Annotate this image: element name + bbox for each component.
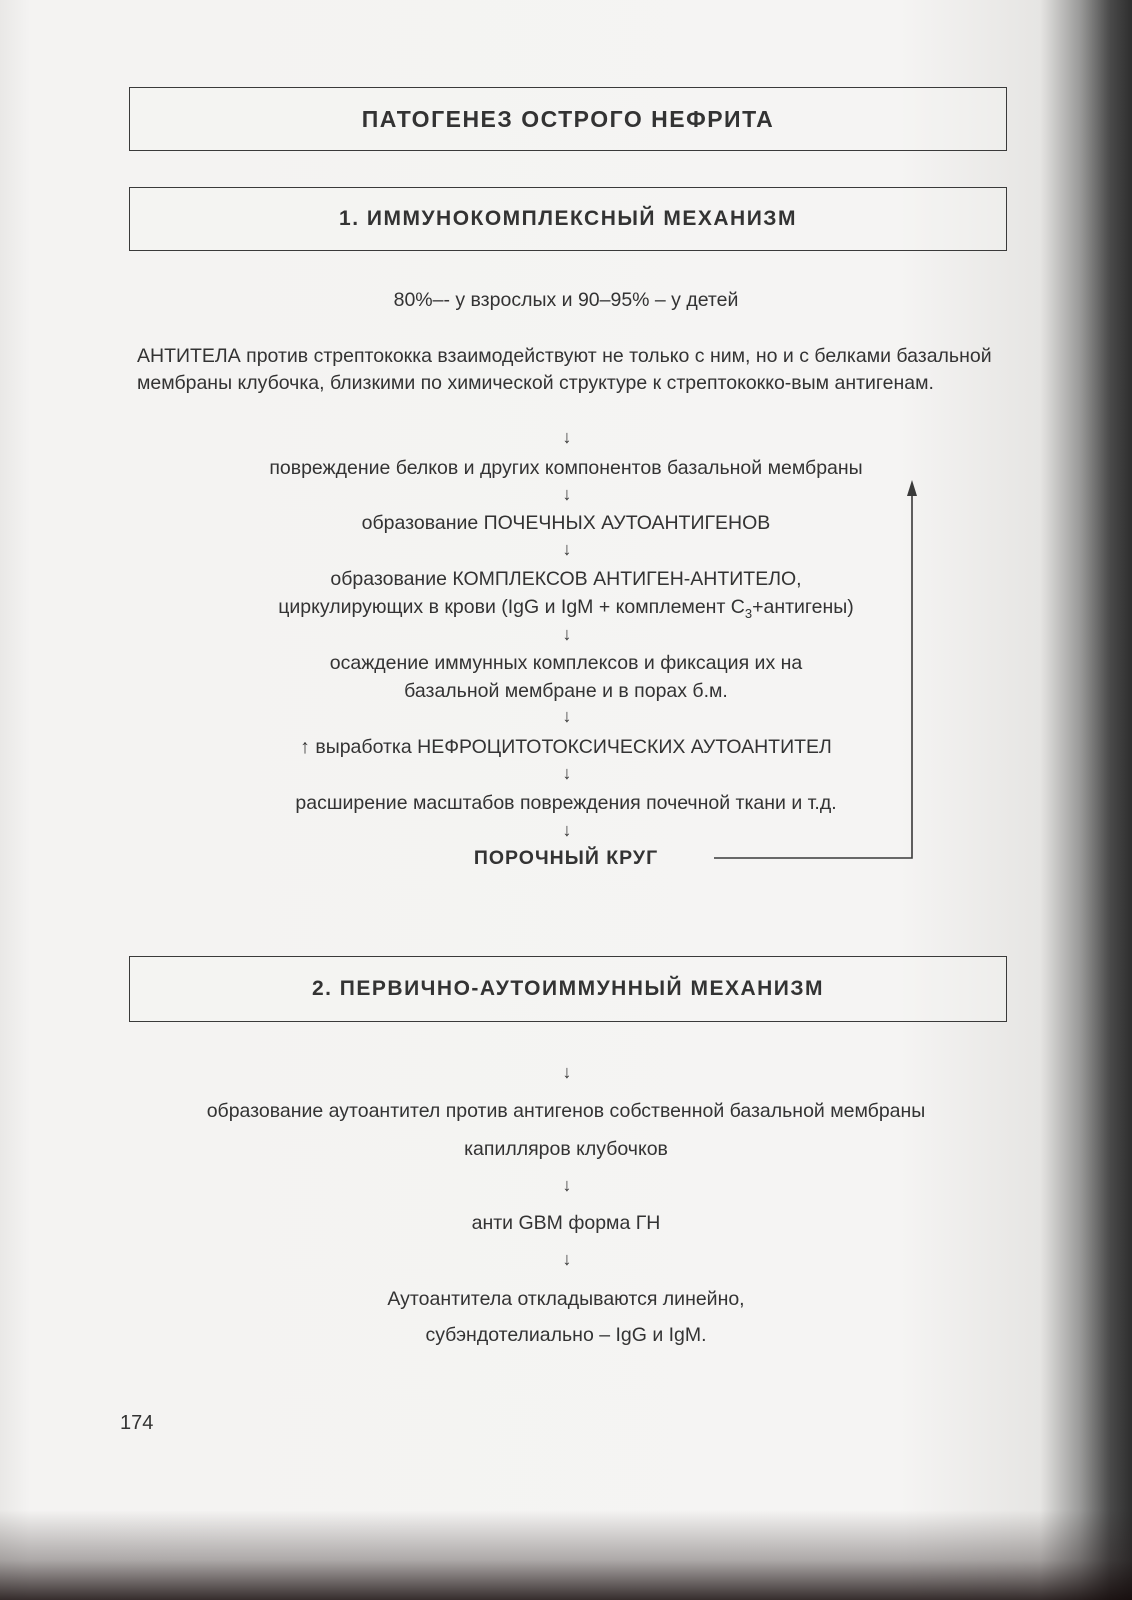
intro-paragraph: АНТИТЕЛА против стрептококка взаимодействуют не только с ним, но и с белками базальной мембраны клубочка, близкими по химической структуре к стрептококко-вым антигенам. [137, 345, 992, 394]
step-deposition-line1: осаждение иммунных комплексов и фиксация их на [329, 652, 803, 674]
page-title: ПАТОГЕНЕЗ ОСТРОГО НЕФРИТА [361, 105, 775, 132]
step-complexes-line1: образование КОМПЛЕКСОВ АНТИГЕН-АНТИТЕЛО, [330, 568, 802, 590]
step-autoantibodies-line2: капилляров клубочков [464, 1138, 668, 1160]
step-complexes-line2: циркулирующих в крови (IgG и IgM + комплемент $C_3+антигены$) [278, 596, 854, 621]
step-anti-gbm: анти GBM форма ГН [471, 1212, 661, 1234]
arrow-down-icon: ↓ [562, 484, 572, 504]
section2-heading-box [129, 956, 1007, 1022]
title-box [129, 87, 1007, 151]
section1-heading-box [129, 187, 1007, 251]
step-damage: повреждение белков и других компонентов базальной мембраны [269, 457, 863, 479]
step-autoantibodies-line1: образование аутоантител против антигенов собственной базальной мембраны [206, 1100, 926, 1122]
step-deposition-line2: базальной мембране и в порах б.м. [404, 680, 728, 702]
arrow-down-icon: ↓ [562, 706, 572, 726]
arrow-down-icon: ↓ [562, 539, 572, 559]
arrow-down-icon: ↓ [562, 1249, 572, 1269]
scan-shadow [0, 1510, 1132, 1600]
vicious-circle-label: ПОРОЧНЫЙ КРУГ [473, 847, 659, 869]
step-nephrocytotoxic: ↑ выработка НЕФРОЦИТОТОКСИЧЕСКИХ АУТОАНТИТЕЛ [300, 736, 832, 758]
section2-heading: 2. ПЕРВИЧНО-АУТОИММУННЫЙ МЕХАНИЗМ [311, 977, 825, 1000]
step-linear-deposit-line1: Аутоантитела откладываются линейно, [387, 1288, 745, 1310]
section1-heading: 1. ИММУНОКОМПЛЕКСНЫЙ МЕХАНИЗМ [339, 207, 797, 230]
arrow-down-icon: ↓ [562, 820, 572, 840]
step-autoantigens: образование ПОЧЕЧНЫХ АУТОАНТИГЕНОВ [361, 512, 771, 534]
step-linear-deposit-line2: субэндотелиально – IgG и IgM. [425, 1324, 707, 1346]
step-expansion: расширение масштабов повреждения почечной ткани и т.д. [295, 792, 837, 814]
arrow-down-icon: ↓ [562, 624, 572, 644]
prevalence-stat: 80%–- у взрослых и 90–95% – у детей [393, 289, 739, 311]
feedback-loop-arrow [700, 470, 930, 870]
arrow-down-icon: ↓ [562, 1175, 572, 1195]
arrow-down-icon: ↓ [562, 427, 572, 447]
page-number: 174 [120, 1412, 154, 1434]
arrow-down-icon: ↓ [562, 1062, 572, 1082]
arrow-down-icon: ↓ [562, 763, 572, 783]
